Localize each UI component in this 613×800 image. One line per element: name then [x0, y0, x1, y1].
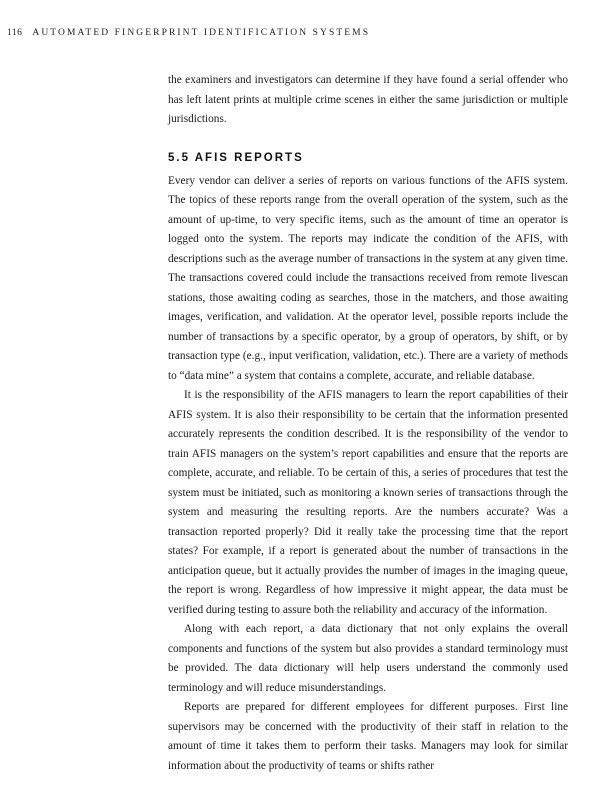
page-number: 116	[7, 28, 23, 38]
body-paragraph: It is the responsibility of the AFIS managers to learn the report capabilities of their AFIS system. It is also their responsibility to be certain that the information presented accurately represents the condition described. It is the responsibility of the vendor to train AFIS managers on the system’s report capabilities and ensure that the reports are complete, accurate, and reliable. To be certain of this, a series of procedures that test the system must be initiated, such as monitoring a known series of transactions through the system and measuring the resulting reports. Are the numbers accurate? Was a transaction reported properly? Did it really take the processing time that the report states? For example, if a report is generated about the number of transactions in the anticipation queue, but it actually provides the number of images in the imaging queue, the report is wrong. Regardless of how impressive it might appear, the data must be verified during testing to assure both the reliability and accuracy of the information.	[168, 389, 568, 616]
section-heading: 5.5 AFIS REPORTS	[168, 151, 304, 164]
page-body	[168, 71, 568, 776]
body-paragraph: Reports are prepared for different employees for different purposes. First line supervisors may be concerned with the productivity of their staff in relation to the amount of time it takes them to perform their tasks. Managers may look for similar information about the productivity of teams or shifts rather	[168, 701, 568, 772]
body-paragraph: Along with each report, a data dictionary that not only explains the overall components and functions of the system but also provides a standard terminology must be provided. The data dictionary will help users understand the commonly used terminology and will reduce misunderstandings.	[168, 623, 568, 694]
running-head	[7, 28, 370, 38]
body-paragraph: Every vendor can deliver a series of reports on various functions of the AFIS system. The topics of these reports range from the overall operation of the system, such as the amount of up-time, to very specific items, such as the amount of time an operator is logged onto the system. The reports may indicate the condition of the AFIS, with descriptions such as the average number of transactions in the system at any given time. The transactions covered could include the transactions received from remote livescan stations, those awaiting coding as searches, those in the matchers, and those awaiting images, verification, and validation. At the operator level, possible reports include the number of transactions by a specific operator, by a group of operators, by shift, or by transaction type (e.g., input verification, validation, etc.). There are a variety of methods to “data mine” a system that contains a complete, accurate, and reliable database.	[168, 174, 568, 382]
running-title: AUTOMATED FINGERPRINT IDENTIFICATION SYSTEMS	[32, 28, 371, 38]
carryover-paragraph: the examiners and investigators can determine if they have found a serial offender who has left latent prints at multiple crime scenes in either the same jurisdiction or multiple jurisdictions.	[168, 74, 568, 125]
